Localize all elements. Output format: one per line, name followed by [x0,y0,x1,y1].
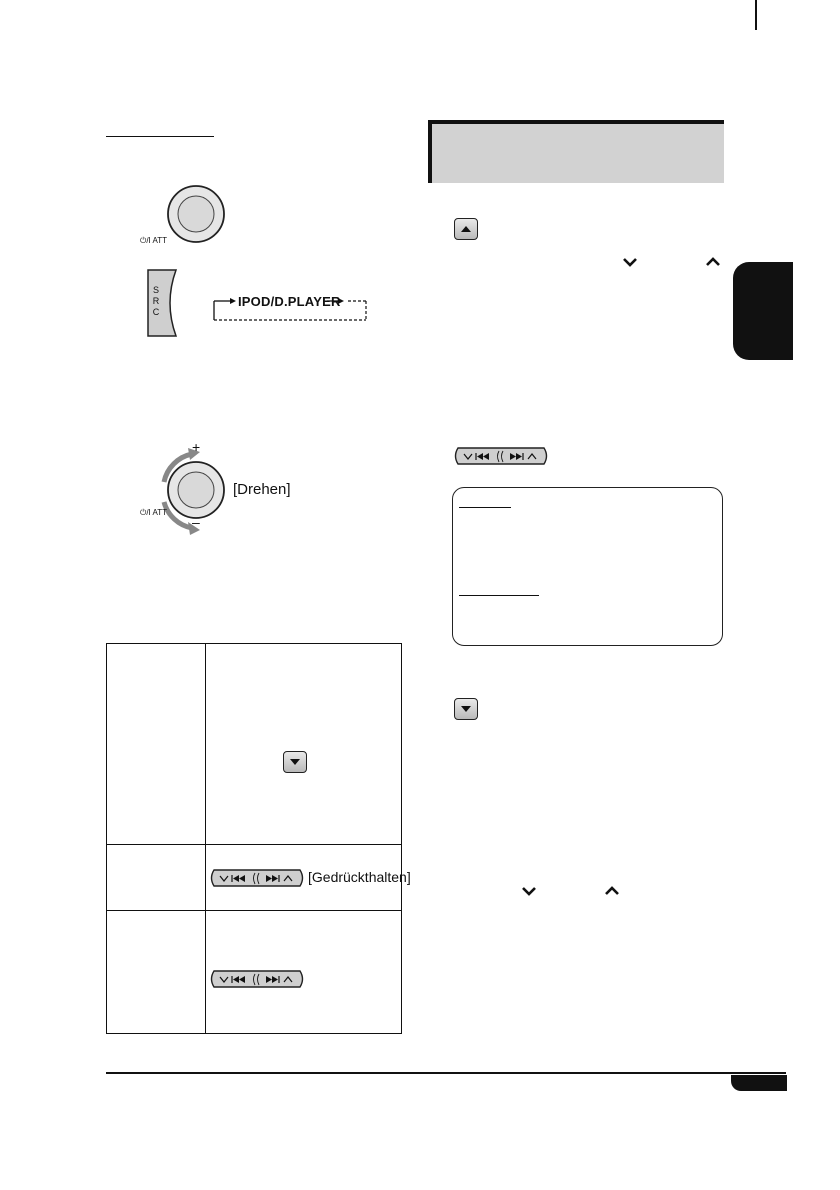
table-column-divider [205,644,206,1033]
minus-label: – [192,514,200,530]
table-row-divider [107,844,401,845]
chevron-up-icon [705,256,721,268]
down-arrow-button[interactable] [454,698,478,720]
src-label: S R C [152,285,160,317]
chevron-up-icon [604,885,620,897]
section-header-box [428,120,724,183]
hold-label: [Gedrückthalten] [308,869,411,885]
plus-label: + [192,439,201,455]
down-triangle-icon [289,758,301,766]
chevron-down-icon [521,885,537,897]
page-number-tab [731,1075,787,1091]
source-ipod-label: IPOD/D.PLAYER [238,294,341,309]
power-att-label: ⏻/I ATT [140,508,168,517]
up-triangle-icon [460,225,472,233]
table-row-divider [107,910,401,911]
note-subheading-underline [459,595,539,596]
chevron-down-icon [622,256,638,268]
top-crop-mark [755,0,757,30]
language-tab [733,262,793,360]
skip-rocker-button[interactable] [452,446,550,466]
down-arrow-button[interactable] [283,751,307,773]
up-arrow-button[interactable] [454,218,478,240]
footer-rule [106,1072,786,1074]
note-box [452,487,723,646]
rotate-label: [Drehen] [233,481,291,498]
down-triangle-icon [460,705,472,713]
skip-rocker-button[interactable] [208,969,306,989]
skip-rocker-button[interactable] [208,868,306,888]
knob-inner-icon [178,472,214,508]
knob-inner-icon [178,196,214,232]
heading-underline [106,136,214,137]
power-att-label: ⏻/I ATT [140,236,168,245]
rotate-knob-diagram [140,440,240,540]
note-heading-underline [459,507,511,508]
